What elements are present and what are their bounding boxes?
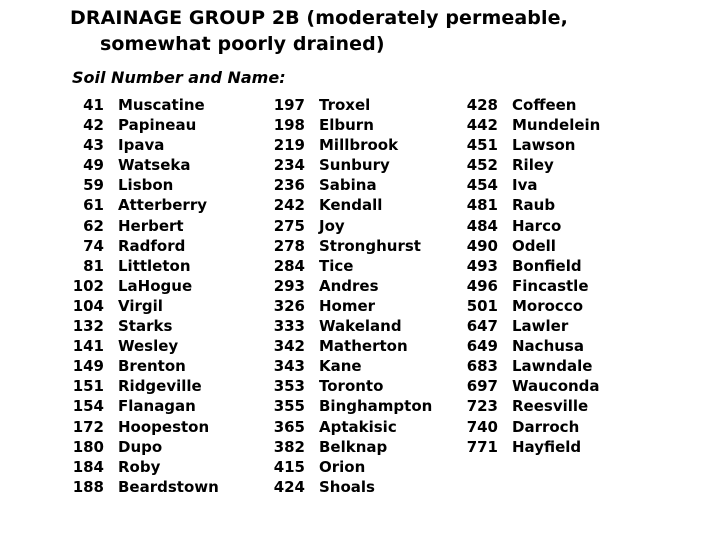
soil-name: Wesley	[118, 337, 179, 356]
soil-number: 365	[273, 417, 305, 436]
soil-number: 242	[273, 196, 305, 215]
soil-row	[70, 296, 219, 316]
page-title	[70, 5, 710, 57]
soil-name: Starks	[118, 317, 173, 336]
soil-name: Lawndale	[512, 357, 593, 376]
soil-number: 355	[273, 397, 305, 416]
soil-number: 41	[83, 96, 104, 114]
soil-number: 219	[273, 136, 305, 155]
soil-row	[70, 115, 219, 135]
soil-number: 184	[72, 457, 104, 476]
soil-row	[464, 95, 600, 115]
soil-name: Tice	[319, 256, 354, 275]
soil-row	[271, 175, 432, 195]
soil-name: Ridgeville	[118, 377, 202, 396]
soil-name: Dupo	[118, 437, 163, 456]
soil-number: 484	[466, 216, 498, 235]
soil-number: 59	[83, 176, 104, 195]
soil-number: 154	[72, 397, 104, 416]
soil-name: Morocco	[512, 296, 584, 315]
soil-number: 740	[466, 417, 498, 436]
soil-row	[464, 115, 600, 135]
soil-row	[70, 356, 219, 376]
soil-name: Joy	[319, 216, 345, 235]
soil-column-3	[464, 95, 600, 457]
soil-row	[464, 316, 600, 336]
soil-row	[70, 477, 219, 497]
soil-row	[464, 236, 600, 256]
soil-number: 180	[72, 437, 104, 456]
soil-row	[70, 256, 219, 276]
soil-row	[271, 336, 432, 356]
soil-name: Millbrook	[319, 136, 399, 155]
soil-row	[70, 135, 219, 155]
soil-row	[464, 216, 600, 236]
soil-name: Orion	[319, 457, 366, 476]
soil-number: 234	[273, 156, 305, 175]
soil-number: 151	[72, 377, 104, 396]
soil-number: 496	[466, 276, 498, 295]
soil-name: Brenton	[118, 357, 186, 376]
soil-number: 198	[273, 116, 305, 135]
soil-name: Muscatine	[118, 96, 205, 114]
soil-name: Iva	[512, 176, 538, 195]
soil-name: Virgil	[118, 296, 163, 315]
soil-row	[271, 296, 432, 316]
soil-name: Papineau	[118, 116, 197, 135]
soil-number: 697	[466, 377, 498, 396]
soil-number: 149	[72, 357, 104, 376]
soil-number: 293	[273, 276, 305, 295]
section-heading: Soil Number and Name:	[72, 68, 286, 87]
soil-row	[464, 296, 600, 316]
soil-row	[70, 276, 219, 296]
soil-row	[464, 336, 600, 356]
soil-name: Ipava	[118, 136, 165, 155]
soil-row	[271, 216, 432, 236]
soil-name: Sabina	[319, 176, 377, 195]
soil-number: 104	[72, 296, 104, 315]
soil-number: 501	[466, 296, 498, 315]
soil-name: Nachusa	[512, 337, 584, 356]
soil-row	[271, 135, 432, 155]
soil-number: 284	[273, 256, 305, 275]
soil-number: 333	[273, 317, 305, 336]
soil-number: 326	[273, 296, 305, 315]
soil-name: Beardstown	[118, 477, 219, 496]
soil-row	[70, 437, 219, 457]
soil-number: 62	[83, 216, 104, 235]
soil-name: Kane	[319, 357, 362, 376]
soil-name: Bonfield	[512, 256, 582, 275]
soil-name: Odell	[512, 236, 556, 255]
soil-number: 102	[72, 276, 104, 295]
soil-name: Reesville	[512, 397, 589, 416]
soil-column-2	[271, 95, 432, 497]
soil-row	[464, 276, 600, 296]
soil-name: Lawler	[512, 317, 569, 336]
soil-name: LaHogue	[118, 276, 193, 295]
soil-row	[70, 457, 219, 477]
soil-row	[70, 95, 219, 115]
soil-number: 481	[466, 196, 498, 215]
soil-number: 723	[466, 397, 498, 416]
soil-number: 81	[83, 256, 104, 275]
soil-row	[271, 477, 432, 497]
soil-name: Kendall	[319, 196, 383, 215]
soil-number: 49	[83, 156, 104, 175]
soil-number: 490	[466, 236, 498, 255]
soil-name: Lisbon	[118, 176, 174, 195]
soil-name: Fincastle	[512, 276, 589, 295]
soil-number: 236	[273, 176, 305, 195]
soil-name: Stronghurst	[319, 236, 421, 255]
soil-number: 454	[466, 176, 498, 195]
soil-number: 278	[273, 236, 305, 255]
soil-name: Hayfield	[512, 437, 582, 456]
soil-name: Hoopeston	[118, 417, 210, 436]
soil-row	[271, 195, 432, 215]
soil-number: 415	[273, 457, 305, 476]
soil-name: Coffeen	[512, 96, 577, 114]
soil-number: 342	[273, 337, 305, 356]
soil-number: 188	[72, 477, 104, 496]
soil-number: 275	[273, 216, 305, 235]
soil-name: Toronto	[319, 377, 384, 396]
soil-row	[271, 236, 432, 256]
soil-number: 141	[72, 337, 104, 356]
soil-row	[271, 417, 432, 437]
soil-number: 424	[273, 477, 305, 496]
soil-number: 683	[466, 357, 498, 376]
soil-row	[271, 95, 432, 115]
soil-number: 647	[466, 317, 498, 336]
soil-name: Elburn	[319, 116, 374, 135]
soil-row	[464, 396, 600, 416]
soil-row	[70, 175, 219, 195]
title-line-2: somewhat poorly drained)	[100, 33, 385, 55]
soil-column-1	[70, 95, 219, 497]
soil-row	[464, 356, 600, 376]
soil-name: Darroch	[512, 417, 580, 436]
soil-row	[70, 316, 219, 336]
soil-row	[70, 417, 219, 437]
soil-row	[464, 195, 600, 215]
soil-number: 493	[466, 256, 498, 275]
soil-name: Watseka	[118, 156, 191, 175]
soil-name: Radford	[118, 236, 186, 255]
soil-row	[464, 135, 600, 155]
soil-number: 382	[273, 437, 305, 456]
soil-row	[70, 396, 219, 416]
soil-name: Harco	[512, 216, 562, 235]
soil-number: 197	[273, 96, 305, 114]
soil-number: 43	[83, 136, 104, 155]
soil-row	[70, 236, 219, 256]
soil-row	[464, 256, 600, 276]
soil-name: Andres	[319, 276, 379, 295]
soil-row	[464, 175, 600, 195]
soil-name: Belknap	[319, 437, 388, 456]
soil-name: Roby	[118, 457, 161, 476]
soil-name: Riley	[512, 156, 554, 175]
soil-name: Matherton	[319, 337, 408, 356]
title-line-1: DRAINAGE GROUP 2B (moderately permeable,	[70, 7, 568, 29]
soil-name: Mundelein	[512, 116, 601, 135]
soil-row	[464, 376, 600, 396]
soil-row	[464, 417, 600, 437]
soil-row	[271, 115, 432, 135]
soil-name: Wakeland	[319, 317, 402, 336]
soil-name: Raub	[512, 196, 556, 215]
soil-name: Wauconda	[512, 377, 600, 396]
soil-row	[70, 195, 219, 215]
soil-name: Aptakisic	[319, 417, 397, 436]
soil-row	[464, 155, 600, 175]
soil-row	[464, 437, 600, 457]
soil-number: 428	[466, 96, 498, 114]
soil-row	[70, 336, 219, 356]
soil-name: Sunbury	[319, 156, 390, 175]
soil-row	[70, 376, 219, 396]
soil-number: 353	[273, 377, 305, 396]
soil-name: Troxel	[319, 96, 371, 114]
soil-number: 132	[72, 317, 104, 336]
soil-row	[271, 256, 432, 276]
soil-row	[271, 155, 432, 175]
soil-number: 42	[83, 116, 104, 135]
soil-number: 771	[466, 437, 498, 456]
soil-name: Littleton	[118, 256, 191, 275]
soil-name: Homer	[319, 296, 376, 315]
soil-row	[271, 356, 432, 376]
soil-row	[271, 396, 432, 416]
soil-row	[271, 437, 432, 457]
soil-name: Atterberry	[118, 196, 208, 215]
soil-row	[271, 457, 432, 477]
soil-number: 172	[72, 417, 104, 436]
soil-number: 61	[83, 196, 104, 215]
soil-row	[70, 155, 219, 175]
soil-number: 452	[466, 156, 498, 175]
soil-row	[271, 316, 432, 336]
soil-name: Shoals	[319, 477, 375, 496]
soil-name: Flanagan	[118, 397, 196, 416]
soil-row	[271, 276, 432, 296]
soil-number: 451	[466, 136, 498, 155]
soil-number: 343	[273, 357, 305, 376]
soil-name: Herbert	[118, 216, 184, 235]
soil-number: 442	[466, 116, 498, 135]
soil-row	[271, 376, 432, 396]
soil-number: 649	[466, 337, 498, 356]
soil-name: Binghampton	[319, 397, 433, 416]
soil-name: Lawson	[512, 136, 576, 155]
soil-number: 74	[83, 236, 104, 255]
soil-row	[70, 216, 219, 236]
